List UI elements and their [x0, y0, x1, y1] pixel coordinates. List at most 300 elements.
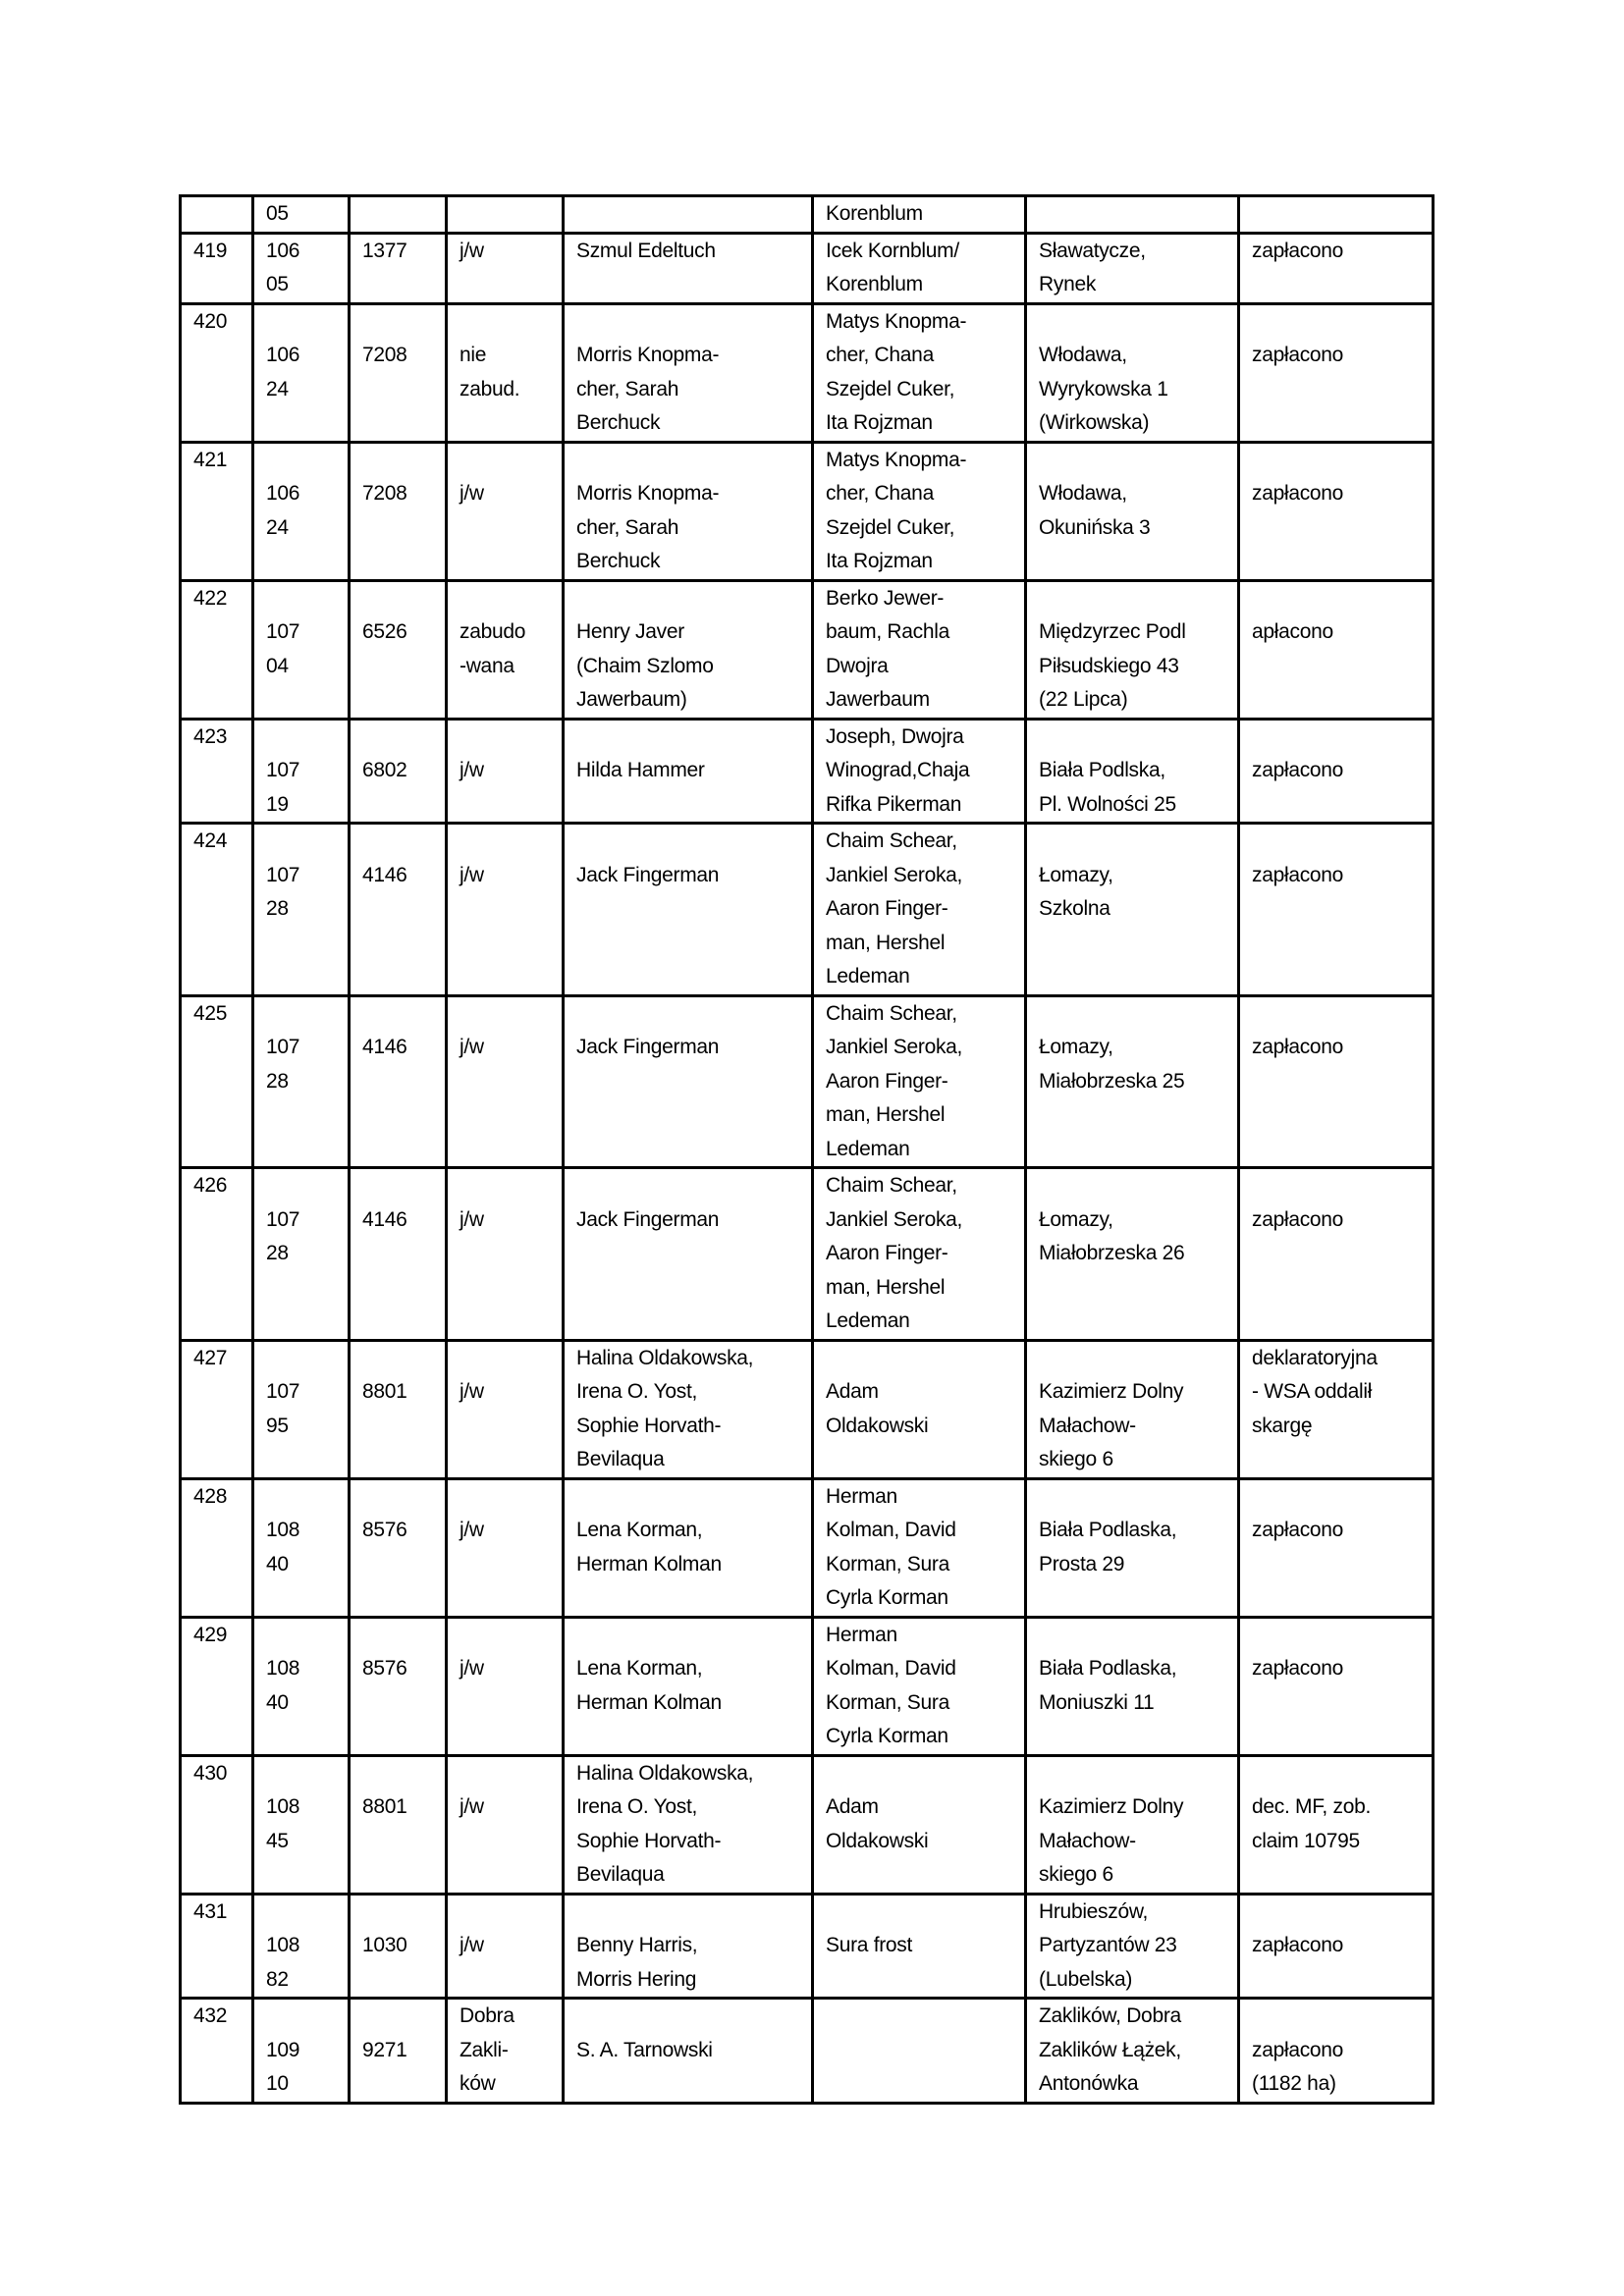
- cell-line: zapłacono: [1252, 759, 1344, 781]
- cell-line: [460, 997, 562, 1032]
- applicants-cell: [564, 1894, 813, 1999]
- cell-line: [266, 825, 348, 859]
- cell-line: Berko Jewer-: [826, 586, 945, 610]
- cell-line: Icek Kornblum/: [826, 239, 959, 262]
- claim-number-cell: [253, 1617, 350, 1755]
- cell-line: j/w: [460, 239, 484, 262]
- cell-line: zapłacono: [1252, 239, 1344, 262]
- cell-line: Adam: [826, 1795, 879, 1818]
- cell-line: Korman, Sura: [826, 1552, 949, 1575]
- record-number-cell: [350, 824, 447, 996]
- cell-line: 6802: [362, 759, 407, 781]
- applicants-cell: [564, 1999, 813, 2104]
- row-number-cell: [181, 1755, 253, 1894]
- record-number-cell: [350, 580, 447, 719]
- table-row: [181, 233, 1434, 303]
- cell-line: [460, 582, 562, 616]
- property-type-cell: [447, 303, 564, 442]
- cell-line: Miałobrzeska 26: [1039, 1242, 1185, 1264]
- applicants-cell: [564, 1478, 813, 1617]
- cell-line: Ita Rojzman: [826, 550, 933, 572]
- cell-line: [460, 444, 562, 478]
- cell-line: j/w: [460, 1657, 484, 1680]
- cell-line: Kazimierz Dolny: [1039, 1795, 1184, 1818]
- cell-line: [362, 305, 445, 340]
- cell-line: (22 Lipca): [1039, 688, 1128, 711]
- applicants-cell: [564, 719, 813, 824]
- cell-line: Sophie Horvath-: [576, 1414, 722, 1437]
- cell-line: [1252, 721, 1432, 755]
- cell-line: 1377: [362, 239, 407, 262]
- record-number-cell: [350, 1617, 447, 1755]
- record-number-cell: [350, 995, 447, 1168]
- cell-line: [460, 305, 562, 340]
- cell-line: 419: [193, 239, 228, 262]
- cell-line: Rynek: [1039, 273, 1097, 295]
- cell-line: Małachow-: [1039, 1829, 1136, 1852]
- cell-line: [460, 1169, 562, 1203]
- cell-line: Irena O. Yost,: [576, 1795, 698, 1818]
- cell-line: Jankiel Seroka,: [826, 1207, 963, 1231]
- claim-number-cell: [253, 824, 350, 996]
- cell-line: Matys Knopma-: [826, 309, 967, 333]
- cell-line: (Wirkowska): [1039, 411, 1150, 434]
- row-number-cell: [181, 196, 253, 234]
- cell-line: [362, 1619, 445, 1653]
- cell-line: 28: [266, 1069, 289, 1093]
- location-cell: [1026, 1168, 1239, 1341]
- claim-number-cell: [253, 995, 350, 1168]
- cell-line: [1039, 1619, 1237, 1653]
- cell-line: -wana: [460, 654, 514, 677]
- cell-line: Łomazy,: [1039, 863, 1113, 886]
- cell-line: 4146: [362, 1036, 407, 1058]
- row-number-cell: [181, 442, 253, 580]
- cell-line: j/w: [460, 863, 484, 886]
- cell-line: Aaron Finger-: [826, 1069, 948, 1093]
- cell-line: Cyrla Korman: [826, 1586, 948, 1609]
- cell-line: zapłacono: [1252, 863, 1344, 886]
- row-number-cell: [181, 1617, 253, 1755]
- claim-number-cell: [253, 442, 350, 580]
- cell-line: [1039, 305, 1237, 340]
- claim-number-cell: [253, 1478, 350, 1617]
- property-type-cell: [447, 1999, 564, 2104]
- claim-number-cell: [253, 196, 350, 234]
- cell-line: 425: [193, 1001, 228, 1025]
- claims-table: [179, 194, 1435, 2105]
- cell-line: Aaron Finger-: [826, 897, 948, 920]
- cell-line: 107: [266, 1207, 300, 1231]
- cell-line: Szkolna: [1039, 897, 1110, 920]
- cell-line: [460, 1757, 562, 1791]
- cell-line: [1252, 1169, 1432, 1203]
- cell-line: 431: [193, 1899, 228, 1923]
- cell-line: j/w: [460, 1795, 484, 1818]
- cell-line: man, Hershel: [826, 1275, 946, 1299]
- cell-line: [362, 721, 445, 755]
- cell-line: [1252, 997, 1432, 1032]
- applicants-cell: [564, 233, 813, 303]
- cell-line: 8801: [362, 1795, 407, 1818]
- cell-line: [266, 1896, 348, 1930]
- cell-line: Chaim Schear,: [826, 1174, 957, 1197]
- applicants-cell: [564, 303, 813, 442]
- row-number-cell: [181, 580, 253, 719]
- status-cell: [1239, 442, 1434, 580]
- prewar-owners-cell: [813, 1168, 1026, 1341]
- cell-line: [1252, 2000, 1432, 2034]
- applicants-cell: [564, 1617, 813, 1755]
- table-row: [181, 1755, 1434, 1894]
- cell-line: [266, 1342, 348, 1376]
- status-cell: [1239, 719, 1434, 824]
- table-row: [181, 196, 1434, 234]
- cell-line: 106: [266, 482, 300, 505]
- cell-line: Dwojra: [826, 654, 889, 677]
- cell-line: 82: [266, 1967, 289, 1991]
- cell-line: [1252, 1480, 1432, 1515]
- cell-line: [266, 721, 348, 755]
- cell-line: Okunińska 3: [1039, 515, 1151, 539]
- cell-line: 421: [193, 448, 228, 471]
- cell-line: [362, 1757, 445, 1791]
- cell-line: zapłacono: [1252, 1657, 1344, 1680]
- cell-line: [266, 582, 348, 616]
- cell-line: 28: [266, 1242, 289, 1264]
- cell-line: Korenblum: [826, 273, 923, 295]
- property-type-cell: [447, 196, 564, 234]
- table-row: [181, 1617, 1434, 1755]
- record-number-cell: [350, 196, 447, 234]
- cell-line: zabudo: [460, 620, 526, 643]
- cell-line: Zakli-: [460, 2038, 509, 2061]
- cell-line: Korenblum: [826, 202, 923, 225]
- cell-line: 10: [266, 2072, 289, 2095]
- cell-line: [1252, 1896, 1432, 1930]
- cell-line: [362, 2000, 445, 2034]
- prewar-owners-cell: [813, 1478, 1026, 1617]
- table-row: [181, 1340, 1434, 1478]
- cell-line: Chaim Schear,: [826, 1001, 957, 1025]
- cell-line: (Lubelska): [1039, 1967, 1133, 1991]
- cell-line: [266, 997, 348, 1032]
- row-number-cell: [181, 995, 253, 1168]
- prewar-owners-cell: [813, 442, 1026, 580]
- prewar-owners-cell: [813, 1340, 1026, 1478]
- cell-line: Pl. Wolności 25: [1039, 792, 1176, 816]
- cell-line: Małachow-: [1039, 1414, 1136, 1437]
- cell-line: [576, 1480, 811, 1515]
- location-cell: [1026, 1755, 1239, 1894]
- status-cell: [1239, 824, 1434, 996]
- cell-line: Herman Kolman: [576, 1690, 722, 1714]
- applicants-cell: [564, 196, 813, 234]
- prewar-owners-cell: [813, 1755, 1026, 1894]
- table-row: [181, 1999, 1434, 2104]
- cell-line: Łomazy,: [1039, 1036, 1113, 1058]
- cell-line: Joseph, Dwojra: [826, 724, 964, 748]
- status-cell: [1239, 1894, 1434, 1999]
- cell-line: 107: [266, 1380, 300, 1403]
- cell-line: [576, 1169, 811, 1203]
- cell-line: Zaklików Łążek,: [1039, 2038, 1181, 2061]
- prewar-owners-cell: [813, 233, 1026, 303]
- property-type-cell: [447, 1755, 564, 1894]
- cell-line: [266, 2000, 348, 2034]
- cell-line: Herman: [826, 1623, 897, 1646]
- cell-line: [266, 444, 348, 478]
- row-number-cell: [181, 1894, 253, 1999]
- cell-line: [362, 997, 445, 1032]
- cell-line: [576, 444, 811, 478]
- cell-line: 8576: [362, 1657, 407, 1680]
- table-row: [181, 442, 1434, 580]
- status-cell: [1239, 1168, 1434, 1341]
- cell-line: Piłsudskiego 43: [1039, 654, 1179, 677]
- cell-line: Prosta 29: [1039, 1552, 1125, 1575]
- cell-line: cher, Sarah: [576, 377, 679, 400]
- cell-line: zapłacono: [1252, 482, 1344, 505]
- cell-line: Halina Oldakowska,: [576, 1761, 754, 1785]
- record-number-cell: [350, 719, 447, 824]
- location-cell: [1026, 580, 1239, 719]
- cell-line: Jankiel Seroka,: [826, 1036, 963, 1058]
- cell-line: [576, 997, 811, 1032]
- cell-line: Winograd,Chaja: [826, 759, 970, 781]
- cell-line: 427: [193, 1346, 228, 1369]
- status-cell: [1239, 1999, 1434, 2104]
- cell-line: Ledeman: [826, 1309, 910, 1332]
- property-type-cell: [447, 580, 564, 719]
- cell-line: cher, Sarah: [576, 515, 679, 539]
- location-cell: [1026, 303, 1239, 442]
- cell-line: [460, 825, 562, 859]
- cell-line: [266, 1619, 348, 1653]
- cell-line: [1039, 997, 1237, 1032]
- row-number-cell: [181, 1168, 253, 1341]
- cell-line: 4146: [362, 1207, 407, 1231]
- cell-line: Antonówka: [1039, 2072, 1139, 2095]
- property-type-cell: [447, 233, 564, 303]
- cell-line: Ledeman: [826, 1137, 910, 1160]
- cell-line: Morris Knopma-: [576, 344, 720, 366]
- cell-line: [1039, 1342, 1237, 1376]
- property-type-cell: [447, 1894, 564, 1999]
- cell-line: Biała Podlaska,: [1039, 1519, 1177, 1541]
- record-number-cell: [350, 303, 447, 442]
- cell-line: [1039, 825, 1237, 859]
- claim-number-cell: [253, 1340, 350, 1478]
- cell-line: Biała Podlska,: [1039, 759, 1165, 781]
- cell-line: [362, 1342, 445, 1376]
- cell-line: Łomazy,: [1039, 1207, 1113, 1231]
- prewar-owners-cell: [813, 1617, 1026, 1755]
- cell-line: Morris Hering: [576, 1967, 697, 1991]
- status-cell: [1239, 1340, 1434, 1478]
- row-number-cell: [181, 233, 253, 303]
- cell-line: [1039, 1169, 1237, 1203]
- claims-table-body: [181, 196, 1434, 2104]
- cell-line: cher, Chana: [826, 482, 934, 505]
- cell-line: j/w: [460, 1934, 484, 1956]
- status-cell: [1239, 303, 1434, 442]
- applicants-cell: [564, 442, 813, 580]
- cell-line: [362, 582, 445, 616]
- cell-line: S. A. Tarnowski: [576, 2038, 713, 2061]
- prewar-owners-cell: [813, 995, 1026, 1168]
- table-row: [181, 303, 1434, 442]
- cell-line: skargę: [1252, 1414, 1313, 1437]
- location-cell: [1026, 233, 1239, 303]
- cell-line: 422: [193, 586, 228, 610]
- cell-line: 4146: [362, 863, 407, 886]
- cell-line: zapłacono: [1252, 1036, 1344, 1058]
- cell-line: [826, 1757, 1024, 1791]
- status-cell: [1239, 196, 1434, 234]
- cell-line: Oldakowski: [826, 1414, 929, 1437]
- cell-line: 7208: [362, 344, 407, 366]
- cell-line: 45: [266, 1829, 289, 1852]
- cell-line: [460, 1619, 562, 1653]
- property-type-cell: [447, 1340, 564, 1478]
- property-type-cell: [447, 719, 564, 824]
- cell-line: 95: [266, 1414, 289, 1437]
- cell-line: 7208: [362, 482, 407, 505]
- cell-line: (1182 ha): [1252, 2072, 1336, 2095]
- cell-line: j/w: [460, 1380, 484, 1403]
- cell-line: claim 10795: [1252, 1829, 1360, 1852]
- cell-line: Szejdel Cuker,: [826, 377, 955, 400]
- property-type-cell: [447, 1617, 564, 1755]
- cell-line: zabud.: [460, 377, 520, 400]
- cell-line: j/w: [460, 1036, 484, 1058]
- cell-line: Oldakowski: [826, 1829, 929, 1852]
- cell-line: 6526: [362, 620, 407, 643]
- cell-line: Kolman, David: [826, 1519, 956, 1541]
- cell-line: Kolman, David: [826, 1657, 956, 1680]
- cell-line: [576, 825, 811, 859]
- prewar-owners-cell: [813, 1999, 1026, 2104]
- cell-line: Sophie Horvath-: [576, 1829, 722, 1852]
- row-number-cell: [181, 1340, 253, 1478]
- cell-line: [1252, 1757, 1432, 1791]
- cell-line: Jack Fingerman: [576, 1036, 720, 1058]
- cell-line: [266, 1169, 348, 1203]
- cell-line: 107: [266, 863, 300, 886]
- cell-line: 28: [266, 897, 289, 920]
- cell-line: [266, 1480, 348, 1515]
- cell-line: j/w: [460, 759, 484, 781]
- cell-line: [362, 1480, 445, 1515]
- record-number-cell: [350, 1168, 447, 1341]
- cell-line: 432: [193, 2004, 228, 2027]
- cell-line: [576, 582, 811, 616]
- cell-line: [576, 1896, 811, 1930]
- status-cell: [1239, 1617, 1434, 1755]
- table-row: [181, 995, 1434, 1168]
- property-type-cell: [447, 1478, 564, 1617]
- cell-line: [1039, 582, 1237, 616]
- cell-line: [266, 305, 348, 340]
- cell-line: j/w: [460, 482, 484, 505]
- status-cell: [1239, 1478, 1434, 1617]
- table-row: [181, 580, 1434, 719]
- property-type-cell: [447, 995, 564, 1168]
- cell-line: Morris Knopma-: [576, 482, 720, 505]
- cell-line: zapłacono: [1252, 1207, 1344, 1231]
- cell-line: skiego 6: [1039, 1863, 1113, 1886]
- cell-line: Jawerbaum: [826, 688, 930, 711]
- cell-line: Jankiel Seroka,: [826, 863, 963, 886]
- cell-line: Hilda Hammer: [576, 759, 705, 781]
- cell-line: zapłacono: [1252, 1519, 1344, 1541]
- record-number-cell: [350, 1999, 447, 2104]
- cell-line: Kazimierz Dolny: [1039, 1380, 1184, 1403]
- cell-line: 109: [266, 2038, 300, 2061]
- cell-line: Halina Oldakowska,: [576, 1346, 754, 1369]
- location-cell: [1026, 1617, 1239, 1755]
- cell-line: [826, 1342, 1024, 1376]
- prewar-owners-cell: [813, 719, 1026, 824]
- applicants-cell: [564, 1755, 813, 1894]
- cell-line: 8801: [362, 1380, 407, 1403]
- cell-line: Dobra: [460, 2004, 514, 2027]
- location-cell: [1026, 1894, 1239, 1999]
- applicants-cell: [564, 995, 813, 1168]
- cell-line: 107: [266, 1036, 300, 1058]
- location-cell: [1026, 719, 1239, 824]
- cell-line: 107: [266, 620, 300, 643]
- property-type-cell: [447, 442, 564, 580]
- cell-line: 19: [266, 792, 289, 816]
- cell-line: Berchuck: [576, 411, 661, 434]
- record-number-cell: [350, 1340, 447, 1478]
- cell-line: [1039, 721, 1237, 755]
- cell-line: 420: [193, 309, 228, 333]
- cell-line: 106: [266, 239, 300, 262]
- cell-line: [460, 721, 562, 755]
- applicants-cell: [564, 824, 813, 996]
- table-row: [181, 1478, 1434, 1617]
- cell-line: Bevilaqua: [576, 1863, 665, 1886]
- cell-line: Chaim Schear,: [826, 829, 957, 852]
- cell-line: Jack Fingerman: [576, 863, 720, 886]
- cell-line: [1252, 305, 1432, 340]
- claim-number-cell: [253, 580, 350, 719]
- cell-line: Benny Harris,: [576, 1934, 698, 1956]
- cell-line: 8576: [362, 1519, 407, 1541]
- cell-line: [576, 721, 811, 755]
- cell-line: 108: [266, 1934, 300, 1956]
- cell-line: Henry Javer: [576, 620, 684, 643]
- cell-line: [1039, 1480, 1237, 1515]
- claim-number-cell: [253, 719, 350, 824]
- cell-line: Rifka Pikerman: [826, 792, 962, 816]
- cell-line: [362, 1896, 445, 1930]
- location-cell: [1026, 1999, 1239, 2104]
- location-cell: [1026, 1478, 1239, 1617]
- cell-line: [1252, 582, 1432, 616]
- prewar-owners-cell: [813, 303, 1026, 442]
- cell-line: Berchuck: [576, 550, 661, 572]
- cell-line: cher, Chana: [826, 344, 934, 366]
- cell-line: [460, 1480, 562, 1515]
- cell-line: 1030: [362, 1934, 407, 1956]
- cell-line: Ita Rojzman: [826, 411, 933, 434]
- row-number-cell: [181, 1478, 253, 1617]
- cell-line: 108: [266, 1519, 300, 1541]
